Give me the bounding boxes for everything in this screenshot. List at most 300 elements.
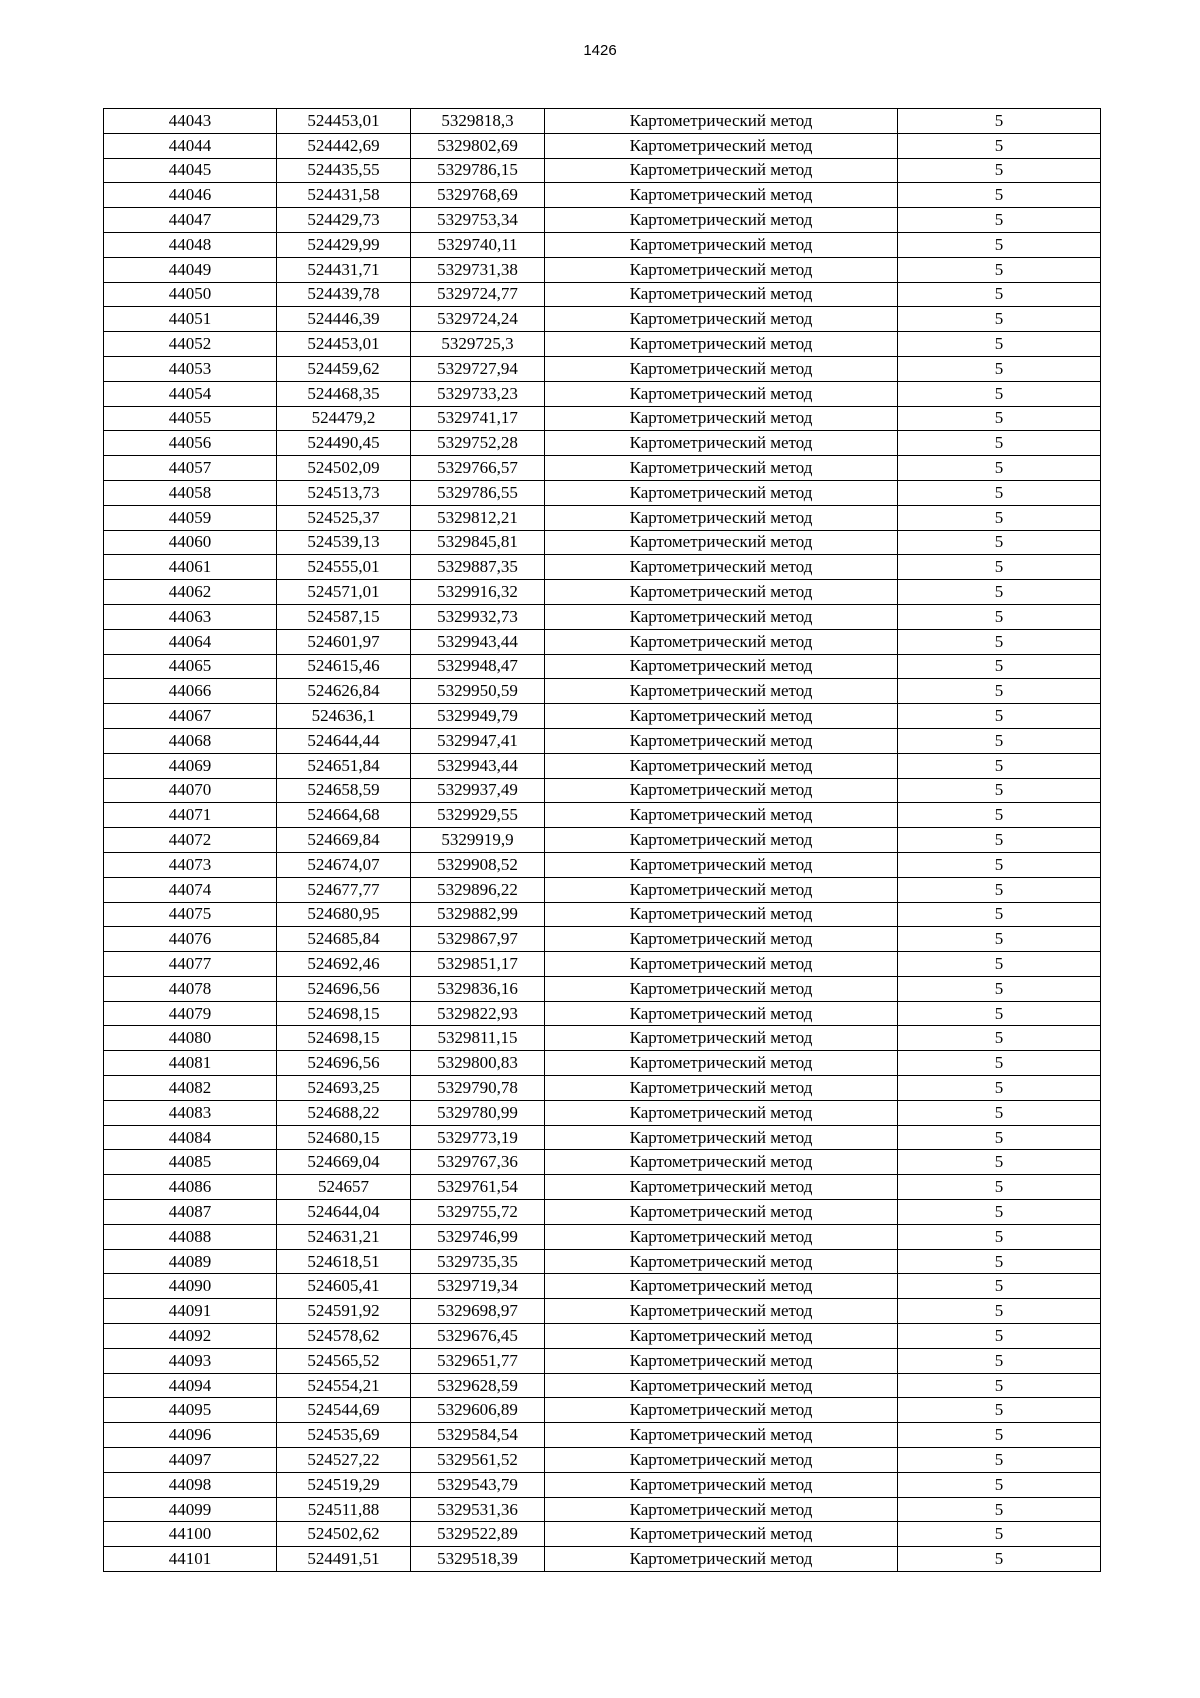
x-coordinate-cell: 524544,69 (277, 1398, 411, 1423)
y-coordinate-cell: 5329887,35 (411, 555, 545, 580)
method-cell: Картометрический метод (545, 1026, 898, 1051)
point-number-cell: 44081 (104, 1051, 277, 1076)
accuracy-cell: 5 (898, 976, 1101, 1001)
table-row (104, 1224, 1101, 1249)
y-coordinate-cell: 5329822,93 (411, 1001, 545, 1026)
table-row (104, 1175, 1101, 1200)
method-cell: Картометрический метод (545, 232, 898, 257)
accuracy-cell: 5 (898, 1125, 1101, 1150)
accuracy-cell: 5 (898, 828, 1101, 853)
y-coordinate-cell: 5329606,89 (411, 1398, 545, 1423)
x-coordinate-cell: 524685,84 (277, 927, 411, 952)
x-coordinate-cell: 524674,07 (277, 852, 411, 877)
point-number-cell: 44055 (104, 406, 277, 431)
accuracy-cell: 5 (898, 1348, 1101, 1373)
method-cell: Картометрический метод (545, 976, 898, 1001)
point-number-cell: 44072 (104, 828, 277, 853)
accuracy-cell: 5 (898, 356, 1101, 381)
y-coordinate-cell: 5329948,47 (411, 654, 545, 679)
y-coordinate-cell: 5329676,45 (411, 1324, 545, 1349)
method-cell: Картометрический метод (545, 1100, 898, 1125)
method-cell: Картометрический метод (545, 1125, 898, 1150)
accuracy-cell: 5 (898, 902, 1101, 927)
point-number-cell: 44063 (104, 604, 277, 629)
x-coordinate-cell: 524565,52 (277, 1348, 411, 1373)
table-row (104, 580, 1101, 605)
method-cell: Картометрический метод (545, 1200, 898, 1225)
point-number-cell: 44097 (104, 1448, 277, 1473)
accuracy-cell: 5 (898, 1448, 1101, 1473)
accuracy-cell: 5 (898, 1373, 1101, 1398)
point-number-cell: 44077 (104, 952, 277, 977)
table-row (104, 530, 1101, 555)
accuracy-cell: 5 (898, 1497, 1101, 1522)
x-coordinate-cell: 524688,22 (277, 1100, 411, 1125)
point-number-cell: 44057 (104, 456, 277, 481)
table-row (104, 753, 1101, 778)
y-coordinate-cell: 5329943,44 (411, 629, 545, 654)
method-cell: Картометрический метод (545, 1324, 898, 1349)
accuracy-cell: 5 (898, 1274, 1101, 1299)
point-number-cell: 44051 (104, 307, 277, 332)
point-number-cell: 44050 (104, 282, 277, 307)
table-row (104, 877, 1101, 902)
table-row (104, 208, 1101, 233)
point-number-cell: 44076 (104, 927, 277, 952)
table-row (104, 704, 1101, 729)
y-coordinate-cell: 5329836,16 (411, 976, 545, 1001)
y-coordinate-cell: 5329727,94 (411, 356, 545, 381)
accuracy-cell: 5 (898, 1324, 1101, 1349)
method-cell: Картометрический метод (545, 679, 898, 704)
accuracy-cell: 5 (898, 580, 1101, 605)
accuracy-cell: 5 (898, 778, 1101, 803)
accuracy-cell: 5 (898, 1398, 1101, 1423)
method-cell: Картометрический метод (545, 803, 898, 828)
method-cell: Картометрический метод (545, 927, 898, 952)
x-coordinate-cell: 524513,73 (277, 480, 411, 505)
y-coordinate-cell: 5329522,89 (411, 1522, 545, 1547)
y-coordinate-cell: 5329628,59 (411, 1373, 545, 1398)
table-row (104, 778, 1101, 803)
accuracy-cell: 5 (898, 480, 1101, 505)
table-row (104, 1522, 1101, 1547)
accuracy-cell: 5 (898, 381, 1101, 406)
x-coordinate-cell: 524651,84 (277, 753, 411, 778)
table-row (104, 133, 1101, 158)
point-number-cell: 44088 (104, 1224, 277, 1249)
method-cell: Картометрический метод (545, 133, 898, 158)
method-cell: Картометрический метод (545, 1472, 898, 1497)
point-number-cell: 44074 (104, 877, 277, 902)
point-number-cell: 44086 (104, 1175, 277, 1200)
point-number-cell: 44095 (104, 1398, 277, 1423)
accuracy-cell: 5 (898, 1051, 1101, 1076)
point-number-cell: 44069 (104, 753, 277, 778)
method-cell: Картометрический метод (545, 1299, 898, 1324)
table-row (104, 1051, 1101, 1076)
accuracy-cell: 5 (898, 952, 1101, 977)
table-row (104, 183, 1101, 208)
method-cell: Картометрический метод (545, 530, 898, 555)
y-coordinate-cell: 5329811,15 (411, 1026, 545, 1051)
method-cell: Картометрический метод (545, 1274, 898, 1299)
method-cell: Картометрический метод (545, 1348, 898, 1373)
method-cell: Картометрический метод (545, 282, 898, 307)
table-row (104, 1448, 1101, 1473)
point-number-cell: 44091 (104, 1299, 277, 1324)
x-coordinate-cell: 524693,25 (277, 1076, 411, 1101)
accuracy-cell: 5 (898, 679, 1101, 704)
method-cell: Картометрический метод (545, 1448, 898, 1473)
point-number-cell: 44092 (104, 1324, 277, 1349)
method-cell: Картометрический метод (545, 208, 898, 233)
method-cell: Картометрический метод (545, 257, 898, 282)
accuracy-cell: 5 (898, 133, 1101, 158)
y-coordinate-cell: 5329740,11 (411, 232, 545, 257)
accuracy-cell: 5 (898, 332, 1101, 357)
y-coordinate-cell: 5329724,77 (411, 282, 545, 307)
x-coordinate-cell: 524658,59 (277, 778, 411, 803)
table-body (104, 109, 1101, 1572)
method-cell: Картометрический метод (545, 332, 898, 357)
x-coordinate-cell: 524491,51 (277, 1547, 411, 1572)
point-number-cell: 44058 (104, 480, 277, 505)
table-row (104, 1026, 1101, 1051)
table-row (104, 629, 1101, 654)
accuracy-cell: 5 (898, 1547, 1101, 1572)
point-number-cell: 44065 (104, 654, 277, 679)
table-row (104, 1150, 1101, 1175)
accuracy-cell: 5 (898, 1224, 1101, 1249)
method-cell: Картометрический метод (545, 902, 898, 927)
x-coordinate-cell: 524539,13 (277, 530, 411, 555)
point-number-cell: 44054 (104, 381, 277, 406)
y-coordinate-cell: 5329943,44 (411, 753, 545, 778)
y-coordinate-cell: 5329812,21 (411, 505, 545, 530)
accuracy-cell: 5 (898, 1100, 1101, 1125)
method-cell: Картометрический метод (545, 1423, 898, 1448)
method-cell: Картометрический метод (545, 555, 898, 580)
y-coordinate-cell: 5329725,3 (411, 332, 545, 357)
page-number: 1426 (583, 42, 617, 59)
x-coordinate-cell: 524431,58 (277, 183, 411, 208)
accuracy-cell: 5 (898, 877, 1101, 902)
point-number-cell: 44075 (104, 902, 277, 927)
x-coordinate-cell: 524429,73 (277, 208, 411, 233)
y-coordinate-cell: 5329947,41 (411, 728, 545, 753)
y-coordinate-cell: 5329908,52 (411, 852, 545, 877)
y-coordinate-cell: 5329752,28 (411, 431, 545, 456)
table-row (104, 1472, 1101, 1497)
method-cell: Картометрический метод (545, 456, 898, 481)
x-coordinate-cell: 524644,44 (277, 728, 411, 753)
x-coordinate-cell: 524459,62 (277, 356, 411, 381)
table-row (104, 976, 1101, 1001)
table-row (104, 381, 1101, 406)
accuracy-cell: 5 (898, 728, 1101, 753)
method-cell: Картометрический метод (545, 406, 898, 431)
point-number-cell: 44062 (104, 580, 277, 605)
point-number-cell: 44044 (104, 133, 277, 158)
point-number-cell: 44085 (104, 1150, 277, 1175)
x-coordinate-cell: 524587,15 (277, 604, 411, 629)
table-row (104, 1076, 1101, 1101)
y-coordinate-cell: 5329767,36 (411, 1150, 545, 1175)
x-coordinate-cell: 524680,15 (277, 1125, 411, 1150)
x-coordinate-cell: 524571,01 (277, 580, 411, 605)
table-row (104, 1100, 1101, 1125)
accuracy-cell: 5 (898, 1001, 1101, 1026)
y-coordinate-cell: 5329867,97 (411, 927, 545, 952)
y-coordinate-cell: 5329800,83 (411, 1051, 545, 1076)
method-cell: Картометрический метод (545, 1150, 898, 1175)
method-cell: Картометрический метод (545, 158, 898, 183)
point-number-cell: 44100 (104, 1522, 277, 1547)
x-coordinate-cell: 524519,29 (277, 1472, 411, 1497)
method-cell: Картометрический метод (545, 431, 898, 456)
point-number-cell: 44089 (104, 1249, 277, 1274)
y-coordinate-cell: 5329746,99 (411, 1224, 545, 1249)
accuracy-cell: 5 (898, 282, 1101, 307)
y-coordinate-cell: 5329932,73 (411, 604, 545, 629)
x-coordinate-cell: 524555,01 (277, 555, 411, 580)
accuracy-cell: 5 (898, 208, 1101, 233)
accuracy-cell: 5 (898, 1423, 1101, 1448)
table-row (104, 356, 1101, 381)
table-row (104, 1423, 1101, 1448)
method-cell: Картометрический метод (545, 753, 898, 778)
table-row (104, 1200, 1101, 1225)
x-coordinate-cell: 524631,21 (277, 1224, 411, 1249)
y-coordinate-cell: 5329755,72 (411, 1200, 545, 1225)
y-coordinate-cell: 5329733,23 (411, 381, 545, 406)
table-row (104, 1274, 1101, 1299)
x-coordinate-cell: 524446,39 (277, 307, 411, 332)
y-coordinate-cell: 5329735,35 (411, 1249, 545, 1274)
point-number-cell: 44047 (104, 208, 277, 233)
point-number-cell: 44043 (104, 109, 277, 134)
x-coordinate-cell: 524626,84 (277, 679, 411, 704)
method-cell: Картометрический метод (545, 1224, 898, 1249)
point-number-cell: 44052 (104, 332, 277, 357)
accuracy-cell: 5 (898, 1299, 1101, 1324)
y-coordinate-cell: 5329882,99 (411, 902, 545, 927)
point-number-cell: 44060 (104, 530, 277, 555)
x-coordinate-cell: 524468,35 (277, 381, 411, 406)
y-coordinate-cell: 5329766,57 (411, 456, 545, 481)
y-coordinate-cell: 5329543,79 (411, 1472, 545, 1497)
x-coordinate-cell: 524615,46 (277, 654, 411, 679)
y-coordinate-cell: 5329786,55 (411, 480, 545, 505)
table-row (104, 828, 1101, 853)
point-number-cell: 44079 (104, 1001, 277, 1026)
table-row (104, 1398, 1101, 1423)
point-number-cell: 44053 (104, 356, 277, 381)
x-coordinate-cell: 524696,56 (277, 976, 411, 1001)
table-row (104, 1299, 1101, 1324)
table-row (104, 679, 1101, 704)
accuracy-cell: 5 (898, 1150, 1101, 1175)
point-number-cell: 44049 (104, 257, 277, 282)
x-coordinate-cell: 524698,15 (277, 1026, 411, 1051)
y-coordinate-cell: 5329949,79 (411, 704, 545, 729)
point-number-cell: 44090 (104, 1274, 277, 1299)
x-coordinate-cell: 524644,04 (277, 1200, 411, 1225)
x-coordinate-cell: 524618,51 (277, 1249, 411, 1274)
accuracy-cell: 5 (898, 158, 1101, 183)
x-coordinate-cell: 524502,62 (277, 1522, 411, 1547)
method-cell: Картометрический метод (545, 1249, 898, 1274)
accuracy-cell: 5 (898, 232, 1101, 257)
table-row (104, 307, 1101, 332)
y-coordinate-cell: 5329531,36 (411, 1497, 545, 1522)
point-number-cell: 44056 (104, 431, 277, 456)
point-number-cell: 44061 (104, 555, 277, 580)
table-row (104, 927, 1101, 952)
x-coordinate-cell: 524680,95 (277, 902, 411, 927)
point-number-cell: 44094 (104, 1373, 277, 1398)
accuracy-cell: 5 (898, 406, 1101, 431)
method-cell: Картометрический метод (545, 1373, 898, 1398)
point-number-cell: 44087 (104, 1200, 277, 1225)
point-number-cell: 44083 (104, 1100, 277, 1125)
y-coordinate-cell: 5329768,69 (411, 183, 545, 208)
x-coordinate-cell: 524453,01 (277, 332, 411, 357)
y-coordinate-cell: 5329916,32 (411, 580, 545, 605)
method-cell: Картометрический метод (545, 1175, 898, 1200)
y-coordinate-cell: 5329761,54 (411, 1175, 545, 1200)
accuracy-cell: 5 (898, 456, 1101, 481)
point-number-cell: 44045 (104, 158, 277, 183)
accuracy-cell: 5 (898, 927, 1101, 952)
accuracy-cell: 5 (898, 555, 1101, 580)
x-coordinate-cell: 524601,97 (277, 629, 411, 654)
accuracy-cell: 5 (898, 183, 1101, 208)
accuracy-cell: 5 (898, 1076, 1101, 1101)
point-number-cell: 44101 (104, 1547, 277, 1572)
accuracy-cell: 5 (898, 1522, 1101, 1547)
x-coordinate-cell: 524591,92 (277, 1299, 411, 1324)
method-cell: Картометрический метод (545, 183, 898, 208)
table-row (104, 158, 1101, 183)
x-coordinate-cell: 524502,09 (277, 456, 411, 481)
method-cell: Картометрический метод (545, 480, 898, 505)
table-row (104, 406, 1101, 431)
table-row (104, 1324, 1101, 1349)
y-coordinate-cell: 5329790,78 (411, 1076, 545, 1101)
y-coordinate-cell: 5329780,99 (411, 1100, 545, 1125)
method-cell: Картометрический метод (545, 828, 898, 853)
table-row (104, 232, 1101, 257)
point-number-cell: 44098 (104, 1472, 277, 1497)
y-coordinate-cell: 5329919,9 (411, 828, 545, 853)
point-number-cell: 44059 (104, 505, 277, 530)
method-cell: Картометрический метод (545, 109, 898, 134)
x-coordinate-cell: 524435,55 (277, 158, 411, 183)
point-number-cell: 44067 (104, 704, 277, 729)
x-coordinate-cell: 524669,04 (277, 1150, 411, 1175)
table-row (104, 1125, 1101, 1150)
accuracy-cell: 5 (898, 803, 1101, 828)
table-row (104, 728, 1101, 753)
point-number-cell: 44066 (104, 679, 277, 704)
y-coordinate-cell: 5329845,81 (411, 530, 545, 555)
point-number-cell: 44093 (104, 1348, 277, 1373)
accuracy-cell: 5 (898, 604, 1101, 629)
x-coordinate-cell: 524554,21 (277, 1373, 411, 1398)
y-coordinate-cell: 5329786,15 (411, 158, 545, 183)
accuracy-cell: 5 (898, 530, 1101, 555)
table-row (104, 1547, 1101, 1572)
table-row (104, 1348, 1101, 1373)
point-number-cell: 44068 (104, 728, 277, 753)
method-cell: Картометрический метод (545, 654, 898, 679)
accuracy-cell: 5 (898, 1249, 1101, 1274)
point-number-cell: 44096 (104, 1423, 277, 1448)
coordinates-table (103, 108, 1101, 1572)
y-coordinate-cell: 5329584,54 (411, 1423, 545, 1448)
table-row (104, 902, 1101, 927)
table-row (104, 282, 1101, 307)
table-row (104, 431, 1101, 456)
method-cell: Картометрический метод (545, 877, 898, 902)
method-cell: Картометрический метод (545, 1398, 898, 1423)
y-coordinate-cell: 5329651,77 (411, 1348, 545, 1373)
y-coordinate-cell: 5329724,24 (411, 307, 545, 332)
table-row (104, 332, 1101, 357)
x-coordinate-cell: 524692,46 (277, 952, 411, 977)
y-coordinate-cell: 5329929,55 (411, 803, 545, 828)
method-cell: Картометрический метод (545, 1522, 898, 1547)
x-coordinate-cell: 524527,22 (277, 1448, 411, 1473)
y-coordinate-cell: 5329896,22 (411, 877, 545, 902)
table-row (104, 505, 1101, 530)
point-number-cell: 44078 (104, 976, 277, 1001)
method-cell: Картометрический метод (545, 356, 898, 381)
accuracy-cell: 5 (898, 753, 1101, 778)
method-cell: Картометрический метод (545, 952, 898, 977)
y-coordinate-cell: 5329950,59 (411, 679, 545, 704)
x-coordinate-cell: 524453,01 (277, 109, 411, 134)
table-row (104, 555, 1101, 580)
method-cell: Картометрический метод (545, 381, 898, 406)
x-coordinate-cell: 524535,69 (277, 1423, 411, 1448)
method-cell: Картометрический метод (545, 852, 898, 877)
point-number-cell: 44070 (104, 778, 277, 803)
y-coordinate-cell: 5329802,69 (411, 133, 545, 158)
point-number-cell: 44080 (104, 1026, 277, 1051)
method-cell: Картометрический метод (545, 728, 898, 753)
accuracy-cell: 5 (898, 307, 1101, 332)
method-cell: Картометрический метод (545, 1076, 898, 1101)
accuracy-cell: 5 (898, 257, 1101, 282)
point-number-cell: 44048 (104, 232, 277, 257)
table-row (104, 604, 1101, 629)
method-cell: Картометрический метод (545, 505, 898, 530)
method-cell: Картометрический метод (545, 1051, 898, 1076)
y-coordinate-cell: 5329851,17 (411, 952, 545, 977)
point-number-cell: 44084 (104, 1125, 277, 1150)
x-coordinate-cell: 524636,1 (277, 704, 411, 729)
x-coordinate-cell: 524525,37 (277, 505, 411, 530)
accuracy-cell: 5 (898, 1026, 1101, 1051)
accuracy-cell: 5 (898, 704, 1101, 729)
x-coordinate-cell: 524696,56 (277, 1051, 411, 1076)
table-row (104, 803, 1101, 828)
point-number-cell: 44064 (104, 629, 277, 654)
x-coordinate-cell: 524669,84 (277, 828, 411, 853)
